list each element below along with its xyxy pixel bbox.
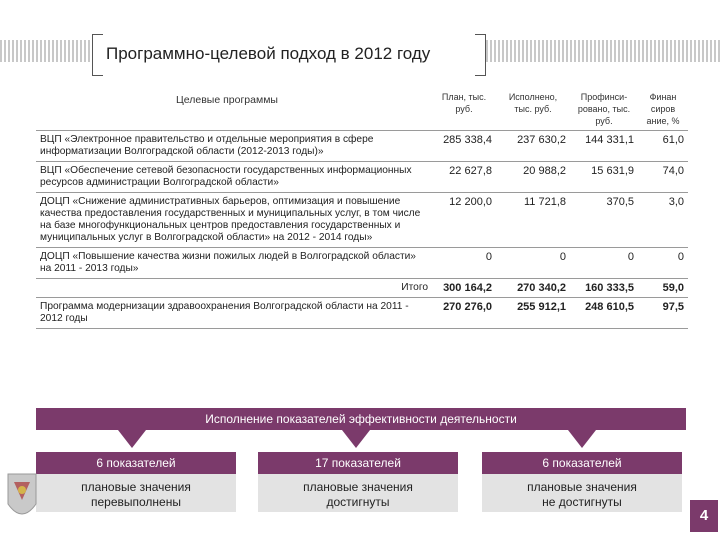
page-number: 4 (690, 500, 718, 532)
plan-value: 22 627,8 (432, 162, 496, 193)
percent-value: 3,0 (638, 193, 688, 248)
arrow-down-icon (342, 430, 370, 448)
indicator-line: перевыполнены (91, 495, 181, 509)
table-header-row (36, 88, 688, 131)
arrow-down-icon (118, 430, 146, 448)
financed-value: 144 331,1 (570, 131, 638, 162)
indicator-line: достигнуты (326, 495, 390, 509)
financed-value: 15 631,9 (570, 162, 638, 193)
extra-program-row (36, 298, 688, 329)
indicator-line: плановые значения (527, 480, 637, 494)
total-row (36, 279, 688, 298)
indicator-box-achieved (258, 452, 458, 512)
plan-value: 0 (432, 248, 496, 279)
programs-table (36, 88, 688, 329)
percent-value: 61,0 (638, 131, 688, 162)
executed-value: 237 630,2 (496, 131, 570, 162)
total-plan: 300 164,2 (432, 279, 496, 298)
plan-value: 270 276,0 (432, 298, 496, 329)
financed-value: 370,5 (570, 193, 638, 248)
total-label: Итого (36, 279, 432, 298)
executed-value: 11 721,8 (496, 193, 570, 248)
indicator-count: 17 показателей (258, 452, 458, 474)
executed-value: 20 988,2 (496, 162, 570, 193)
program-name: ДОЦП «Снижение административных барьеров, оптимизация и повышение качества предоставления государственных и муниципальных услуг, в том числе на базе многофункциональных центров предоставления государственных и муниципальных услуг в Волгоградской области» на 2012 - 2014 годы» (36, 193, 432, 248)
percent-value: 97,5 (638, 298, 688, 329)
executed-value: 0 (496, 248, 570, 279)
decor-stripes-left (0, 40, 92, 62)
percent-value: 74,0 (638, 162, 688, 193)
header-plan: План, тыс. руб. (441, 92, 487, 114)
indicator-count: 6 показателей (482, 452, 682, 474)
total-executed: 270 340,2 (496, 279, 570, 298)
plan-value: 285 338,4 (432, 131, 496, 162)
table-row (36, 162, 688, 193)
indicator-description (482, 474, 682, 512)
title-frame (92, 34, 486, 74)
financed-value: 248 610,5 (570, 298, 638, 329)
indicator-description (258, 474, 458, 512)
header-executed: Исполнено, тыс. руб. (508, 92, 558, 114)
table-row (36, 131, 688, 162)
financed-value: 0 (570, 248, 638, 279)
indicator-description (36, 474, 236, 512)
header-programs: Целевые программы (176, 94, 278, 106)
indicator-box-not-achieved (482, 452, 682, 512)
program-name: ВЦП «Обеспечение сетевой безопасности государственных информационных ресурсов администрации Волгоградской области» (36, 162, 432, 193)
plan-value: 12 200,0 (432, 193, 496, 248)
total-financed: 160 333,5 (570, 279, 638, 298)
program-name: ВЦП «Электронное правительство и отдельные мероприятия в сфере информатизации Волгоградской области (2012-2013 годы)» (36, 131, 432, 162)
table-row (36, 248, 688, 279)
program-name: ДОЦП «Повышение качества жизни пожилых людей в Волгоградской области» на 2011 - 2013 годы» (36, 248, 432, 279)
indicator-count: 6 показателей (36, 452, 236, 474)
indicator-line: плановые значения (81, 480, 191, 494)
volgograd-emblem-icon (4, 468, 40, 528)
indicator-box-exceeded (36, 452, 236, 512)
header-financed: Профинси-ровано, тыс. руб. (577, 92, 631, 126)
executed-value: 255 912,1 (496, 298, 570, 329)
program-name: Программа модернизации здравоохранения Волгоградской области на 2011 - 2012 годы (36, 298, 432, 329)
table-row (36, 193, 688, 248)
indicator-line: не достигнуты (542, 495, 622, 509)
slide-title: Программно-целевой подход в 2012 году (106, 44, 431, 63)
header-percent: Финан сиров ание, % (646, 92, 680, 126)
indicators-banner: Исполнение показателей эффективности деятельности (36, 408, 686, 430)
decor-stripes-right (486, 40, 720, 62)
percent-value: 0 (638, 248, 688, 279)
indicator-line: плановые значения (303, 480, 413, 494)
total-percent: 59,0 (638, 279, 688, 298)
arrow-down-icon (568, 430, 596, 448)
